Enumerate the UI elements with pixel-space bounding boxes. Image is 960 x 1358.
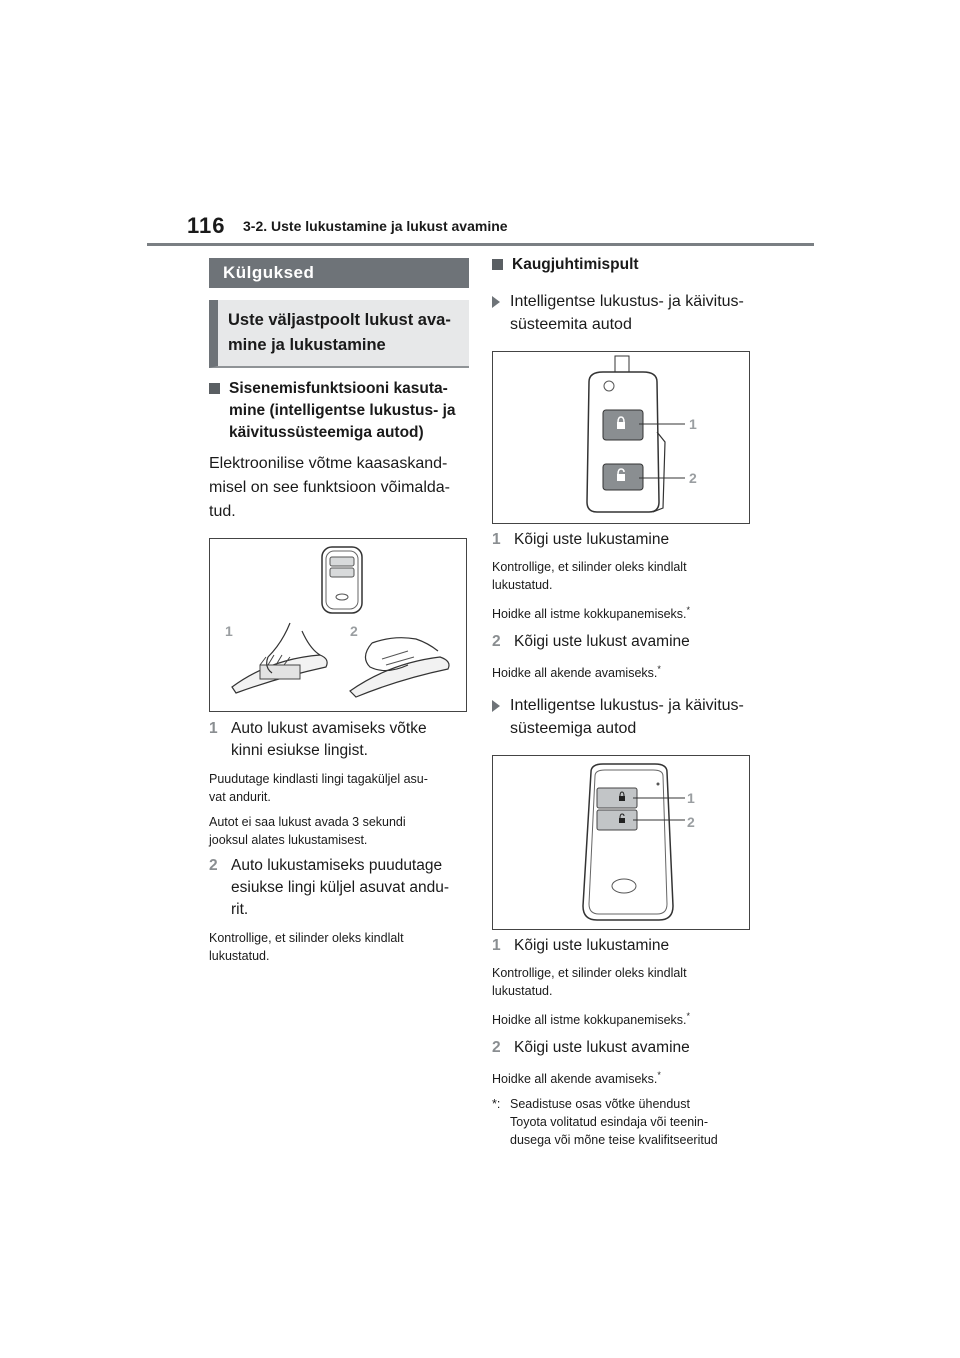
text-line: misel on see funktsioon võimalda- (209, 479, 451, 496)
step-2 (492, 1037, 750, 1059)
triangle-bullet-icon (492, 296, 500, 308)
step-text-line: Kõigi uste lukust avamine (514, 1039, 690, 1057)
section-banner: Külguksed (209, 258, 469, 288)
note (209, 813, 469, 849)
right-column (492, 254, 750, 1149)
left-column (209, 258, 469, 965)
triangle-bullet-icon (492, 700, 500, 712)
step-text-line: esiukse lingi küljel asuvat andu- (231, 879, 449, 896)
note (492, 964, 750, 1000)
text-line: tud. (209, 503, 236, 520)
square-bullet-icon (492, 259, 503, 270)
note-line: Puudutage kindlasti lingi tagaküljel asu- (209, 772, 428, 786)
note-line: vat andurit. (209, 790, 271, 804)
step-text-line: Kõigi uste lukustamine (514, 937, 670, 955)
text-line: Elektroonilise võtme kaasaskand- (209, 455, 448, 472)
subsection-line-2: mine ja lukustamine (228, 336, 386, 354)
step-1 (492, 935, 750, 957)
footnote-ref: * (657, 664, 661, 675)
footnote (492, 1095, 750, 1149)
figure-label-1: 1 (225, 623, 233, 639)
figure-label-1: 1 (689, 416, 697, 432)
flip-key-illustration (493, 352, 749, 523)
variant-heading-no-smart (492, 290, 750, 336)
step-text-line: kinni esiukse lingist. (231, 742, 368, 759)
step-number: 1 (492, 937, 501, 955)
note-line: jooksul alates lukustamisest. (209, 833, 368, 847)
note (209, 770, 469, 806)
footnote-line: Toyota volitatud esindaja või teenin- (510, 1114, 709, 1129)
note (492, 601, 750, 623)
note-line: Hoidke all akende avamiseks. (492, 1072, 658, 1087)
note (209, 929, 469, 965)
intro-paragraph (209, 452, 469, 524)
note-line: Hoidke all akende avamiseks. (492, 666, 658, 681)
footnote-ref: * (657, 1070, 661, 1081)
footnote-line: Seadistuse osas võtke ühendust (510, 1096, 690, 1111)
note-line: lukustatud. (492, 578, 553, 592)
flip-key-figure (492, 351, 750, 524)
header-divider (147, 243, 814, 246)
smart-key-illustration (493, 756, 749, 929)
figure-label-2: 2 (689, 470, 697, 486)
note (492, 660, 750, 682)
step-number: 2 (209, 857, 218, 874)
heading-line: käivitussüsteemiga autod) (229, 424, 424, 441)
step-text-line: Auto lukustamiseks puudutage (231, 857, 443, 874)
step-1 (492, 529, 750, 551)
step-2 (209, 855, 469, 921)
variant-heading-smart (492, 694, 750, 740)
note (492, 558, 750, 594)
footnote-ref: * (686, 605, 691, 615)
step-number: 1 (492, 531, 501, 548)
heading-line: süsteemita autod (510, 316, 632, 333)
subsection-banner (209, 300, 469, 368)
footnote-ref: * (686, 1011, 691, 1022)
heading-line: süsteemiga autod (510, 720, 637, 738)
note-line: Autot ei saa lukust avada 3 sekundi (209, 815, 406, 829)
heading-line: Sisenemisfunktsiooni kasuta- (229, 380, 448, 397)
figure-label-2: 2 (350, 623, 358, 639)
entry-function-heading (209, 378, 469, 444)
note-line: Kontrollige, et silinder oleks kindlalt (492, 560, 687, 574)
figure-label-1: 1 (687, 790, 695, 807)
note (492, 1007, 750, 1029)
note-line: lukustatud. (209, 949, 270, 963)
note (492, 1066, 750, 1088)
door-handle-figure (209, 538, 467, 712)
heading-line: Intelligentse lukustus- ja käivitus- (510, 697, 744, 715)
note-line: Kontrollige, et silinder oleks kindlalt (492, 966, 687, 981)
footnote-mark: *: (492, 1096, 501, 1111)
remote-control-heading (492, 254, 750, 276)
note-line: Hoidke all istme kokkupanemiseks. (492, 607, 687, 622)
step-text-line: Kõigi uste lukust avamine (514, 633, 690, 651)
step-text-line: Kõigi uste lukustamine (514, 531, 670, 548)
section-title: 3-2. Uste lukustamine ja lukust avamine (243, 218, 508, 234)
footnote-line: dusega või mõne teise kvalifitseeritud (510, 1132, 718, 1147)
figure-label-2: 2 (687, 814, 695, 831)
subsection-line-1: Uste väljastpoolt lukust ava- (228, 311, 451, 329)
step-text-line: rit. (231, 901, 249, 918)
heading-line: Intelligentse lukustus- ja käivitus- (510, 293, 744, 310)
step-number: 2 (492, 1039, 501, 1057)
page-number: 116 (187, 213, 226, 238)
step-number: 2 (492, 633, 501, 651)
step-number: 1 (209, 720, 218, 737)
note-line: Kontrollige, et silinder oleks kindlalt (209, 931, 404, 945)
step-1 (209, 718, 469, 762)
smart-key-figure (492, 755, 750, 930)
step-2 (492, 631, 750, 653)
note-line: Hoidke all istme kokkupanemiseks. (492, 1013, 687, 1028)
heading-line: mine (intelligentse lukustus- ja (229, 402, 456, 419)
step-text-line: Auto lukust avamiseks võtke (231, 720, 427, 737)
note-line: lukustatud. (492, 984, 553, 999)
door-handle-illustration (210, 539, 466, 711)
heading-text: Kaugjuhtimispult (512, 256, 639, 273)
square-bullet-icon (209, 383, 220, 394)
